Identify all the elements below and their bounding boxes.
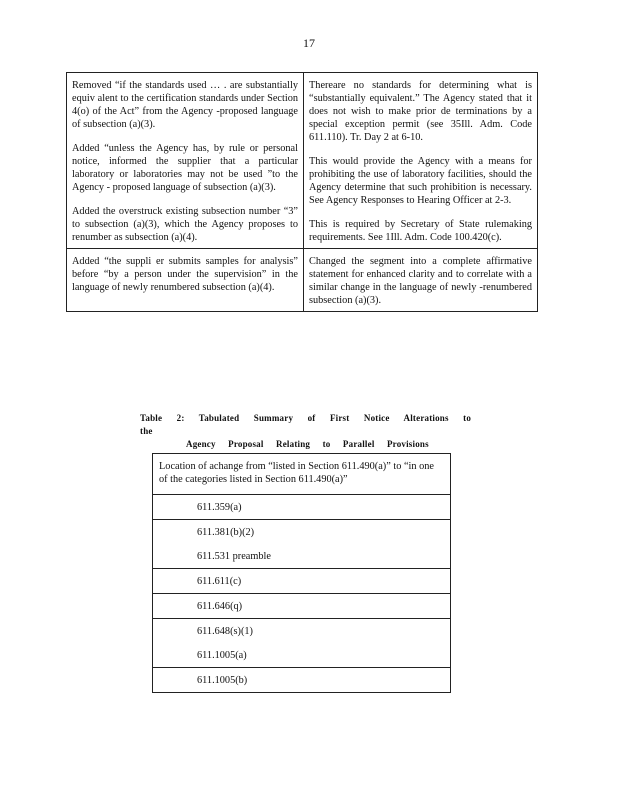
parallel-provisions-table: [152, 453, 451, 693]
reason-text: Changed the segment into a complete affirmative statement for enhanced clarity and to correlate with a similar change in the language of newly -renumbered subsection (a)(3).: [309, 256, 532, 306]
table-row: [67, 249, 538, 312]
table-row: [153, 495, 451, 520]
reason-text: This is required by Secretary of State rulemaking requirements. See 1Ill. Adm. Code 100.420(c).: [309, 219, 532, 243]
table-row: [153, 668, 451, 693]
caption-line-1: Table 2: Tabulated Summary of First Notice Alterations to the: [140, 413, 472, 436]
reason-cell: [304, 73, 538, 249]
table-row: [153, 643, 451, 668]
change-text: Removed “if the standards used … . are substantially equiv alent to the certification standards under Section 4(o) of the Act” from the Agency -proposed language of subsection (a)(3).: [72, 80, 298, 130]
table-row: [67, 73, 538, 249]
change-cell: [67, 249, 304, 312]
table-row: [153, 544, 451, 569]
section-cell: 611.1005(a): [153, 643, 451, 668]
table-header-row: [153, 454, 451, 495]
reason-text: This would provide the Agency with a means for prohibiting the use of laboratory facilities, should the Agency determine that such prohibition is necessary. See Agency Responses to Hearing Officer at 2-3.: [309, 156, 532, 206]
section-cell: 611.611(c): [153, 569, 451, 594]
section-cell: 611.648(s)(1): [153, 619, 451, 644]
table2-caption: [140, 412, 480, 451]
reason-cell: [304, 249, 538, 312]
table-row: [153, 619, 451, 644]
table-row: [153, 594, 451, 619]
reason-text: Thereare no standards for determining what is “substantially equivalent.” The Agency stated that it does not wish to make prior de terminations by a special exception permit (see 35Ill. Adm. Code 611.110). Tr. Day 2 at 6-10.: [309, 80, 532, 143]
change-cell: [67, 73, 304, 249]
alterations-table: [66, 72, 538, 312]
table-row: [153, 569, 451, 594]
table-header: Location of achange from “listed in Section 611.490(a)” to “in one of the categories listed in Section 611.490(a)”: [153, 454, 451, 495]
change-text: Added the overstruck existing subsection number “3” to subsection (a)(3), which the Agency proposes to renumber as subsection (a)(4).: [72, 206, 298, 243]
section-cell: 611.646(q): [153, 594, 451, 619]
change-text: Added “unless the Agency has, by rule or personal notice, informed the supplier that a particular laboratory or laboratories may not be used ”to the Agency - proposed language of subsection (a)(3).: [72, 143, 298, 193]
section-cell: 611.359(a): [153, 495, 451, 520]
section-cell: 611.381(b)(2): [153, 520, 451, 545]
page-number: 17: [303, 36, 315, 50]
change-text: Added “the suppli er submits samples for analysis” before “by a person under the supervision” in the language of newly renumbered subsection (a)(4).: [72, 256, 298, 293]
table-row: [153, 520, 451, 545]
caption-line-2: Agency Proposal Relating to Parallel Provisions: [186, 439, 429, 449]
section-cell: 611.531 preamble: [153, 544, 451, 569]
section-cell: 611.1005(b): [153, 668, 451, 693]
